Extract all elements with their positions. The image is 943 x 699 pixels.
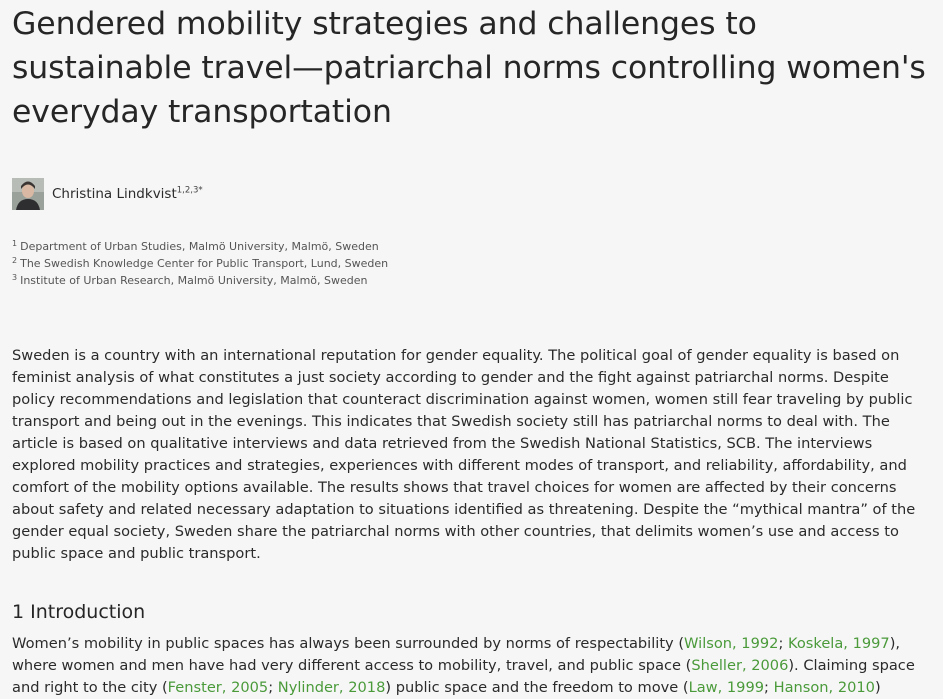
affiliations-list [12, 238, 388, 289]
affiliation-text: Department of Urban Studies, Malmö University, Malmö, Sweden [20, 240, 379, 253]
author-name: Christina Lindkvist [52, 186, 177, 202]
author-affiliation-marks: 1,2,3* [176, 185, 203, 196]
intro-text: ) [874, 679, 881, 696]
citation-link[interactable]: Sheller, 2006 [691, 657, 789, 674]
article-title: Gendered mobility strategies and challenges to sustainable travel—patriarchal norms controlling women's everyday transportation [12, 6, 926, 130]
intro-text: ), where women and men have had very different access to mobility, travel, and public space ( [12, 635, 901, 674]
author-line [12, 177, 203, 211]
affiliation-item [12, 272, 388, 289]
affiliation-number: 2 [12, 256, 18, 265]
intro-text: Women’s mobility in public spaces has always been surrounded by norms of respectability ( [12, 635, 685, 652]
author-name-link[interactable] [52, 186, 203, 202]
affiliation-number: 3 [12, 273, 18, 282]
abstract-paragraph: Sweden is a country with an international reputation for gender equality. The political goal of gender equality is based on feminist analysis of what constitutes a just society according to gender and the fight against patriarchal norms. Despite policy recommendations and legislation that counteract discrimination against women, women still fear traveling by public transport and being out in the evenings. This indicates that Swedish society still has patriarchal norms to deal with. The article is based on qualitative interviews and data retrieved from the Swedish National Statistics, SCB. The interviews explored mobility practices and strategies, experiences with different modes of transport, and reliability, affordability, and comfort of the mobility options available. The results shows that travel choices for women are affected by their concerns about safety and related necessary adaptation to situations identified as threatening. Despite the “mythical mantra” of the gender equal society, Sweden share the patriarchal norms with other countries, that delimits women’s use and access to public space and public transport. [12, 347, 916, 562]
intro-text: ) public space and the freedom to move ( [385, 679, 689, 696]
citation-link[interactable]: Koskela, 1997 [788, 635, 890, 652]
citation-link[interactable]: Wilson, 1992 [684, 635, 779, 652]
affiliation-text: The Swedish Knowledge Center for Public Transport, Lund, Sweden [20, 257, 389, 270]
citation-separator: ; [764, 679, 774, 696]
citation-link[interactable]: Fenster, 2005 [167, 679, 269, 696]
author-avatar[interactable] [12, 178, 44, 210]
avatar-photo-icon [12, 178, 44, 210]
citation-link[interactable]: Law, 1999 [688, 679, 765, 696]
affiliation-number: 1 [12, 239, 18, 248]
affiliation-text: Institute of Urban Research, Malmö University, Malmö, Sweden [20, 274, 368, 287]
citation-separator: ; [778, 635, 789, 652]
intro-text: ). Claiming space and right to the city ( [12, 657, 915, 696]
citation-separator: ; [268, 679, 278, 696]
affiliation-item [12, 255, 388, 272]
section-heading-introduction: 1 Introduction [12, 601, 146, 623]
introduction-paragraph [12, 633, 936, 699]
citation-link[interactable]: Nylinder, 2018 [277, 679, 386, 696]
affiliation-item [12, 238, 388, 255]
citation-link[interactable]: Hanson, 2010 [773, 679, 875, 696]
